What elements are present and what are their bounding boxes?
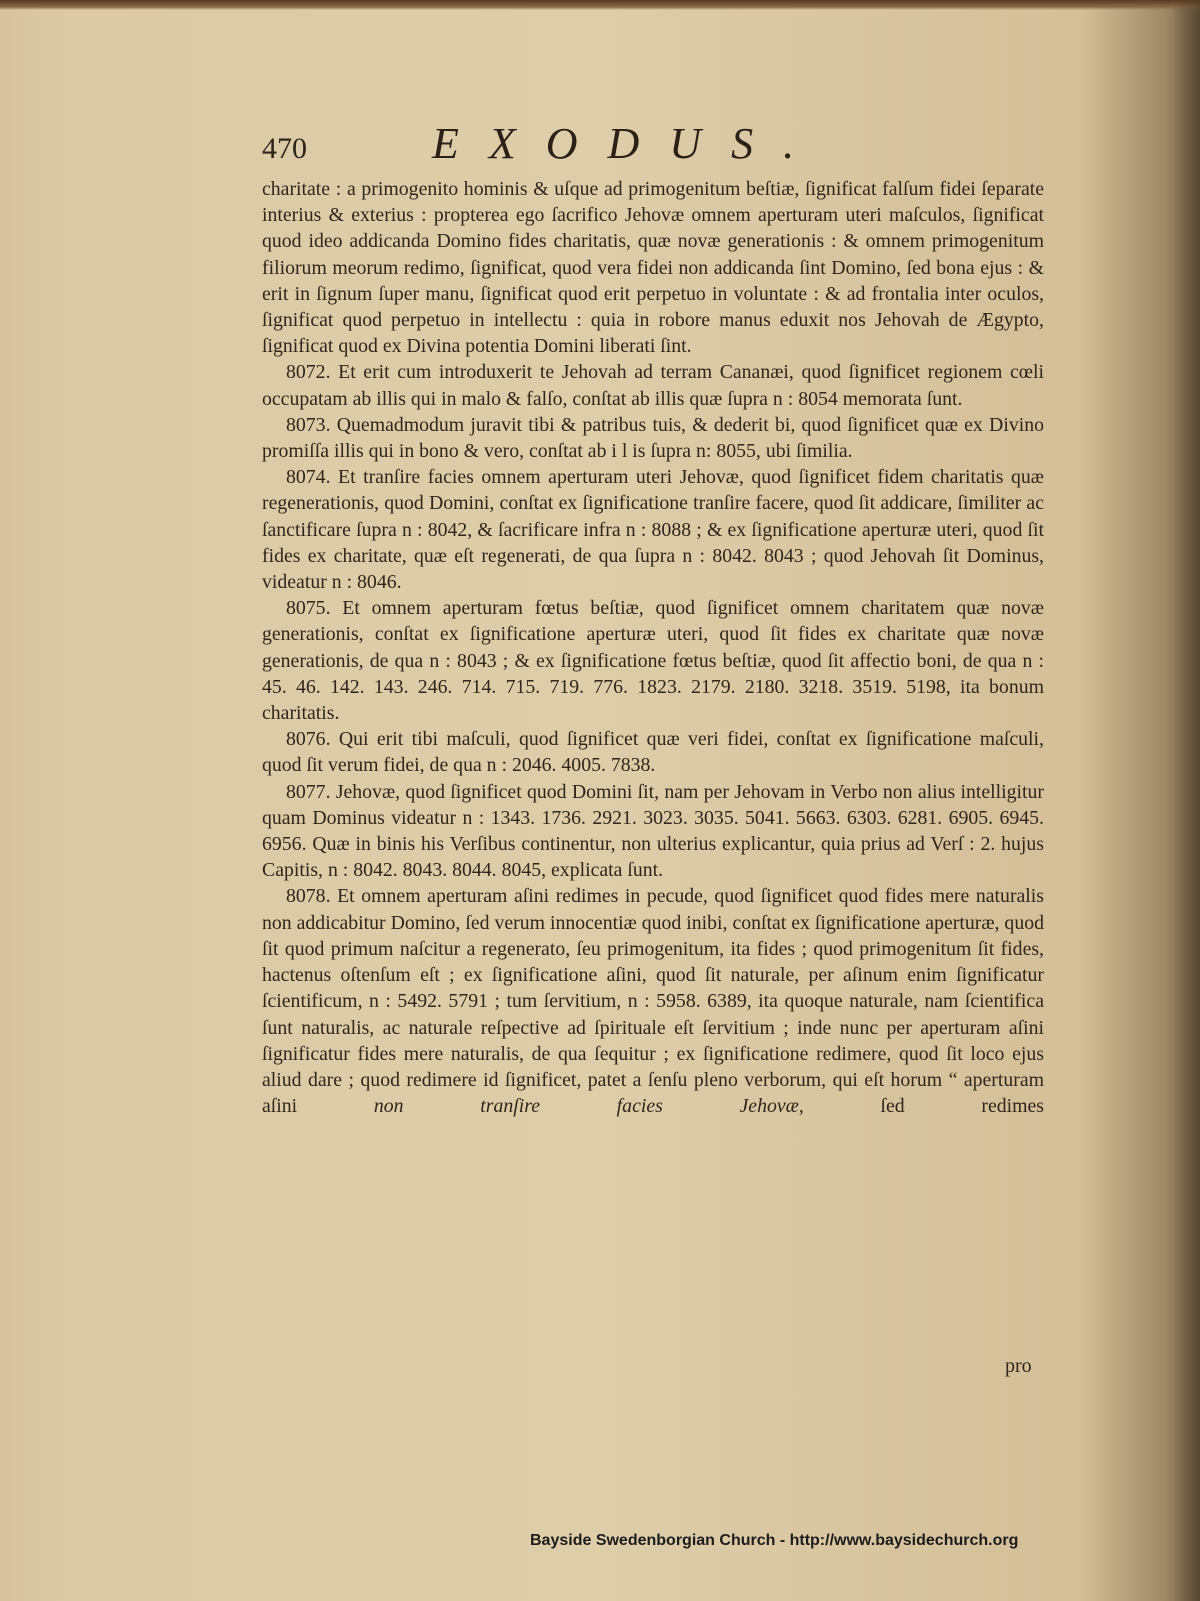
paragraph-8078-tail: ſed redimes [880, 1095, 1045, 1118]
page-number: 470 [262, 132, 307, 165]
running-title: EXODUS. [432, 119, 825, 168]
footer-credit: Bayside Swedenborgian Church - http://www.baysidechurch.org [530, 1532, 1019, 1549]
paragraph-8074: 8074. Et tranſire facies omnem aperturam uteri Jehovæ, quod ſignificet fidem charitatis quæ regenerationis, quod Domini, conſtat ex ſignificatione tranſire facere, quod ſit addicare, ſimiliter ac ſanctificare ſupra n : 8042, & ſacrificare infra n : 8088 ; & ex ſignificatione aperturæ uteri, quod ſit fides ex charitate, quæ eſt regenerati, de qua ſupra n : 8042. 8043 ; quod Jehovah ſit Dominus, videatur n : 8046. [262, 466, 1044, 594]
page-binding-shadow [1172, 0, 1200, 1601]
paragraph-8073: 8073. Quemadmodum juravit tibi & patribus tuis, & dederit bi, quod ſignificet quæ ex Divino promiſſa illis qui in bono & vero, conſtat ab i l is ſupra n: 8055, ubi ſimilia. [262, 413, 1044, 463]
page-top-edge [0, 0, 1200, 10]
paragraph-8078 [262, 883, 1044, 1119]
body-text [262, 176, 1044, 1119]
paragraph-8072: 8072. Et erit cum introduxerit te Jehovah ad terram Cananæi, quod ſignificet regionem cœli occupatam ab illis qui in malo & falſo, conſtat ab illis quæ ſupra n : 8054 memorata ſunt. [262, 361, 1044, 410]
paragraph-continuation: charitate : a primogenito hominis & uſque ad primogenitum beſtiæ, ſignificat falſum fidei ſeparate interius & exterius : propterea ego ſacrifico Jehovæ omnem aperturam uteri maſculos, ſignificat quod ideo addicanda Domino fides charitatis, quæ novæ generationis : & omnem primogenitum filiorum meorum redimo, ſignificat, quod vera fidei non addicanda ſint Domino, ſed bona ejus : & erit in ſignum ſuper manu, ſignificat quod erit perpetuo in voluntate : & ad frontalia inter oculos, ſignificat quod perpetuo in intellectu : quia in robore manus eduxit nos Jehovah de Ægypto, ſignificat quod ex Divina potentia Domini liberati ſint. [262, 178, 1044, 358]
catchword: pro [1005, 1355, 1032, 1377]
paragraph-8077: 8077. Jehovæ, quod ſignificet quod Domini ſit, nam per Jehovam in Verbo non alius intelligitur quam Dominus videatur n : 1343. 1736. 2921. 3023. 3035. 5041. 5663. 6303. 6281. 6905. 6945. 6956. Quæ in binis his Verſibus continentur, non ulterius explicantur, quia prius ad Verſ : 2. hujus Capitis, n : 8042. 8043. 8044. 8045, explicata ſunt. [262, 780, 1044, 882]
page-header [262, 118, 1052, 170]
paragraph-8078-text: 8078. Et omnem aperturam aſini redimes in pecude, quod ſignificet quod fides mere naturalis non addicabitur Domino, ſed verum innocentiæ quod inibi, conſtat ex ſignificatione aperturæ, quod ſit quod primum naſcitur a regenerato, ſeu primogenitum, ita fides ; quod primogenitum ſit fides, hactenus oſtenſum eſt ; ex ſignificatione aſini, quod ſit naturale, per aſinum enim ſignificatur ſcientificum, n : 5492. 5791 ; tum ſervitium, n : 5958. 6389, ita quoque naturale, nam ſcientifica ſunt naturalis, ac naturale reſpective ad ſpirituale eſt ſervitium ; inde nunc per aperturam aſini ſignificatur fides mere naturalis, de qua ſequitur ; ex ſignificatione redimere, quod ſit loco ejus aliud dare ; quod redimere id ſignificet, patet a ſenſu pleno verborum, qui eſt horum “ aperturam aſini [262, 885, 1044, 1118]
paragraph-8078-italic: non tranſire facies Jehovæ, [373, 1095, 804, 1118]
paragraph-8076: 8076. Qui erit tibi maſculi, quod ſignificet quæ veri fidei, conſtat ex ſignificatione maſculi, quod ſit verum fidei, de qua n : 2046. 4005. 7838. [262, 728, 1044, 777]
paragraph-8075: 8075. Et omnem aperturam fœtus beſtiæ, quod ſignificet omnem charitatem quæ novæ generationis, conſtat ex ſignificatione aperturæ uteri, quod ſit fides ex charitate quæ novæ generationis, de qua n : 8043 ; & ex ſignificatione fœtus beſtiæ, quod ſit affectio boni, de qua n : 45. 46. 142. 143. 246. 714. 715. 719. 776. 1823. 2179. 2180. 3218. 3519. 5198, ita bonum charitatis. [262, 597, 1044, 725]
